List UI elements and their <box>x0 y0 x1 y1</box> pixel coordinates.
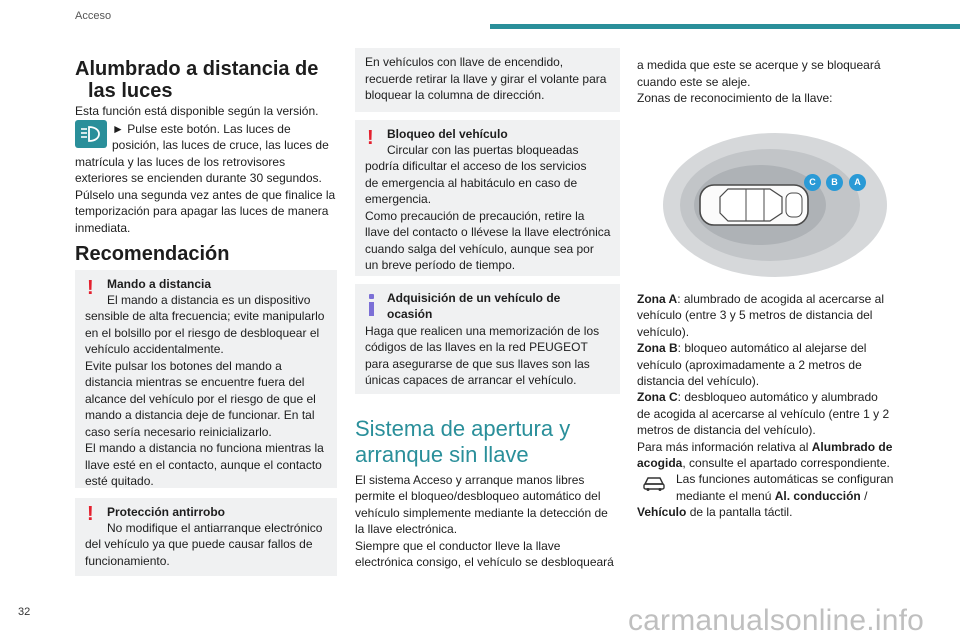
auto-functions-line3: Vehículo de la pantalla táctil. <box>637 505 793 519</box>
warning-line: esté quitado. <box>85 474 154 488</box>
note-line: En vehículos con llave de encendido, <box>365 55 564 69</box>
auto-functions-line1: Las funciones automáticas se configuran <box>676 472 894 486</box>
warning-title: Protección antirrobo <box>107 505 226 519</box>
step-text-line1: ► Pulse este botón. Las luces de <box>112 122 291 136</box>
note-line: bloquear la columna de dirección. <box>365 88 545 102</box>
keyless-text-line: la llave electrónica. <box>355 522 458 536</box>
zones-intro-line: Zonas de reconocimiento de la llave: <box>637 91 833 105</box>
warning-title: Bloqueo del vehículo <box>387 127 508 141</box>
warning-line: llave del contacto o llévese la llave electrónica <box>365 225 611 239</box>
info-line: para asegurarse de que sus llaves son las <box>365 357 590 371</box>
step-text-line5: Púlselo una segunda vez antes de que finalice la <box>75 188 336 202</box>
zones-intro-line: a medida que este se acerque y se bloqueará <box>637 58 881 72</box>
step-text-line2: posición, las luces de cruce, las luces de <box>112 138 329 152</box>
warning-line: llave esté en el contacto, aunque el contacto <box>85 458 322 472</box>
warning-line: alcance del vehículo por el riesgo de que el <box>85 392 316 406</box>
section-title-keyless-line2: arranque sin llave <box>355 442 529 467</box>
intro-text: Esta función está disponible según la versión. <box>75 104 319 118</box>
info-box-used-vehicle <box>355 284 620 394</box>
car-settings-icon <box>640 470 668 494</box>
recommendation-title: Recomendación <box>75 243 230 265</box>
step-text-line7: inmediata. <box>75 221 131 235</box>
warning-line: en el bolsillo por el riesgo de desbloquear el <box>85 326 320 340</box>
warning-line: del vehículo ya que puede causar fallos de <box>85 537 313 551</box>
note-line: recuerde retirar la llave y girar el volante para <box>365 72 607 86</box>
section-header: Acceso <box>75 10 112 22</box>
warning-line: El mando a distancia no funciona mientras la <box>85 441 324 455</box>
zone-b-line3: distancia del vehículo). <box>637 374 760 388</box>
zone-c-line2: de acogida al acercarse al vehículo (entre 1 y 2 <box>637 407 890 421</box>
warning-line: Evite pulsar los botones del mando a <box>85 359 282 373</box>
zone-label-a: A <box>849 174 866 191</box>
warning-icon: ! <box>87 503 94 525</box>
warning-line: mando a distancia deje de funcionar. En tal <box>85 408 315 422</box>
more-info-line2: acogida, consulte el apartado correspondiente. <box>637 456 890 470</box>
headlights-button-icon <box>75 120 107 148</box>
warning-icon: ! <box>87 277 94 299</box>
info-line: códigos de las llaves en la red PEUGEOT <box>365 340 588 354</box>
warning-line: sensible de alta frecuencia; evite manipularlo <box>85 309 325 323</box>
warning-box-antitheft <box>75 498 337 576</box>
watermark: carmanualsonline.info <box>627 604 924 637</box>
info-line: únicas capaces de arrancar el vehículo. <box>365 373 577 387</box>
warning-line: Como precaución de precaución, retire la <box>365 209 585 223</box>
warning-title: Mando a distancia <box>107 277 212 291</box>
more-info-line1: Para más información relativa al Alumbrado de <box>637 440 893 454</box>
auto-functions-line2: mediante el menú Al. conducción / <box>676 489 868 503</box>
warning-line: de emergencia al habitáculo en caso de <box>365 176 578 190</box>
warning-line: El mando a distancia es un dispositivo <box>107 293 311 307</box>
zone-label-c: C <box>804 174 821 191</box>
page-number: 32 <box>18 606 31 618</box>
header-accent-bar <box>490 24 960 29</box>
keyless-text-line: vehículo simplemente mediante la detección de <box>355 506 608 520</box>
keyless-text-line: electrónica consigo, el vehículo se desbloqueará <box>355 555 614 569</box>
zones-intro-line: cuando este se aleje. <box>637 75 751 89</box>
zone-label-b: B <box>826 174 843 191</box>
zone-c-line1: Zona C: desbloqueo automático y alumbrado <box>637 390 878 404</box>
warning-line: distancia mientras se encuentre fuera del <box>85 375 305 389</box>
step-text-line4: exteriores se encienden durante 30 segundos. <box>75 171 322 185</box>
warning-line: cuando salga del vehículo, aunque sea por <box>365 242 594 256</box>
warning-line: un breve período de tiempo. <box>365 258 516 272</box>
keyless-text-line: El sistema Acceso y arranque manos libres <box>355 473 585 487</box>
warning-line: podría dificultar el acceso de los servicios <box>365 159 587 173</box>
warning-line: emergencia. <box>365 192 432 206</box>
section-title-keyless-line1: Sistema de apertura y <box>355 416 571 441</box>
warning-line: vehículo accidentalmente. <box>85 342 224 356</box>
warning-line: Circular con las puertas bloqueadas <box>387 143 579 157</box>
zone-c-line3: metros de distancia del vehículo). <box>637 423 816 437</box>
warning-icon: ! <box>367 127 374 149</box>
key-recognition-zones-diagram <box>660 130 900 280</box>
zone-b-line2: vehículo (aproximadamente a 2 metros de <box>637 358 862 372</box>
zone-a-line3: vehículo). <box>637 325 690 339</box>
info-title-line2: ocasión <box>387 307 433 321</box>
info-title-line1: Adquisición de un vehículo de <box>387 291 561 305</box>
info-line: Haga que realicen una memorización de los <box>365 324 600 338</box>
title-remote-lighting-line1: Alumbrado a distancia de <box>75 58 319 80</box>
warning-box-vehicle-locking <box>355 120 620 276</box>
warning-line: No modifique el antiarranque electrónico <box>107 521 323 535</box>
keyless-text-line: permite el bloqueo/desbloqueo automático del <box>355 489 601 503</box>
warning-box-remote-control <box>75 270 337 488</box>
warning-line: caso sería necesario reinicializarlo. <box>85 425 272 439</box>
zone-b-line1: Zona B: bloqueo automático al alejarse del <box>637 341 867 355</box>
step-text-line3: matrícula y las luces de los retrovisores <box>75 155 286 169</box>
step-text-line6: temporización para apagar las luces de manera <box>75 204 329 218</box>
warning-line: funcionamiento. <box>85 554 170 568</box>
title-remote-lighting-line2: las luces <box>88 80 173 102</box>
note-box-ignition-key <box>355 48 620 112</box>
zone-a-line1: Zona A: alumbrado de acogida al acercarse al <box>637 292 885 306</box>
zone-a-line2: vehículo (entre 3 y 5 metros de distancia del <box>637 308 873 322</box>
keyless-text-line: Siempre que el conductor lleve la llave <box>355 539 561 553</box>
